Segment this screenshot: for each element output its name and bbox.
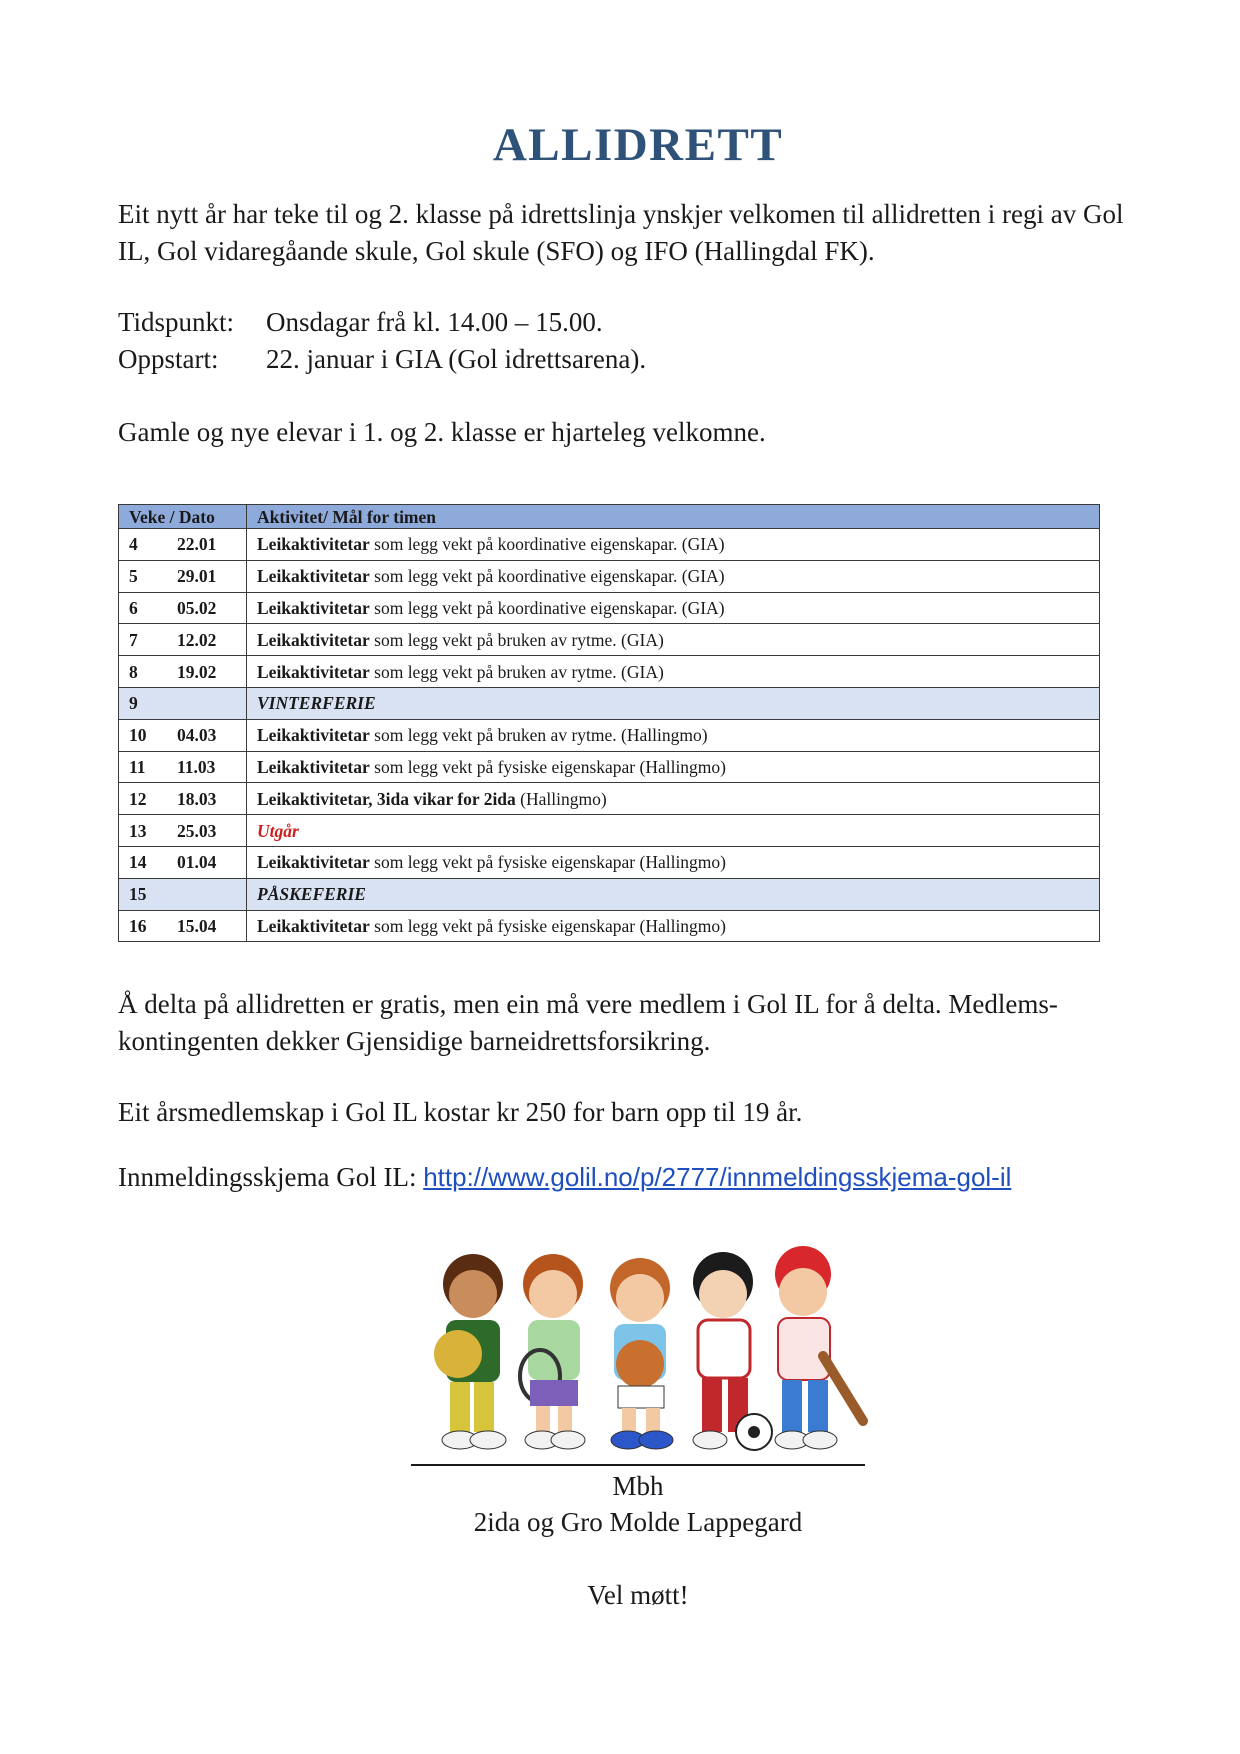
signature: 2ida og Gro Molde Lappegard [473, 1507, 803, 1537]
activity-cell [247, 560, 1100, 592]
children-sports-icon [418, 1236, 868, 1456]
table-row [119, 783, 1100, 815]
table-body [119, 529, 1100, 942]
signup-line [118, 1159, 1138, 1196]
activity-cell [247, 783, 1100, 815]
activity-cell [247, 687, 1100, 719]
week-number: 8 [129, 661, 138, 682]
activity-cell [247, 656, 1100, 688]
activity-cell [247, 878, 1100, 910]
activity-title: Leikaktivitetar [257, 725, 370, 746]
week-date-cell [119, 846, 247, 878]
week-number: 12 [129, 788, 147, 809]
signature-line [411, 1464, 865, 1466]
week-date-cell [119, 560, 247, 592]
date: 05.02 [177, 597, 217, 618]
table-row [119, 846, 1100, 878]
intro-paragraph: Eit nytt år har teke til og 2. klasse på idrettslinja ynskjer velkomen til allidretten i regi av Gol IL, Gol vidaregåande skule, Gol skule (SFO) og IFO (Hallingdal FK). [118, 199, 1124, 266]
table-row [119, 878, 1100, 910]
activity-title: Leikaktivitetar [257, 852, 370, 873]
activity-description: som legg vekt på fysiske eigenskapar (Hallingmo) [369, 756, 726, 777]
time-line [118, 304, 603, 341]
holiday-label: VINTERFERIE [257, 693, 376, 714]
table-row [119, 529, 1100, 561]
activity-title: Leikaktivitetar [257, 915, 370, 936]
table-row [119, 910, 1100, 942]
date: 15.04 [177, 915, 217, 936]
activity-cell [247, 592, 1100, 624]
table-row [119, 815, 1100, 847]
week-date-cell [119, 687, 247, 719]
date: 01.04 [177, 852, 217, 873]
week-number: 7 [129, 629, 138, 650]
table-row [119, 592, 1100, 624]
activity-description: som legg vekt på bruken av rytme. (Hallingmo) [369, 725, 708, 746]
time-label: Tidspunkt: [118, 307, 235, 337]
welcome-paragraph: Gamle og nye elevar i 1. og 2. klasse er hjarteleg velkomne. [118, 417, 766, 447]
activity-cell [247, 624, 1100, 656]
start-label: Oppstart: [118, 344, 219, 374]
schedule-table [118, 504, 1100, 942]
week-date-cell [119, 815, 247, 847]
week-date-cell [119, 624, 247, 656]
activity-title: Leikaktivitetar [257, 756, 370, 777]
sign-off: Mbh [612, 1471, 664, 1501]
week-date-cell [119, 878, 247, 910]
activity-description: som legg vekt på fysiske eigenskapar (Hallingmo) [369, 852, 726, 873]
week-number: 14 [129, 852, 147, 873]
week-number: 6 [129, 597, 138, 618]
week-date-cell [119, 529, 247, 561]
activity-description: som legg vekt på fysiske eigenskapar (Hallingmo) [369, 915, 726, 936]
table-row [119, 719, 1100, 751]
page-title: ALLIDRETT [492, 119, 784, 171]
activity-cell [247, 719, 1100, 751]
week-number: 4 [129, 534, 138, 555]
closing-greeting: Vel møtt! [587, 1580, 689, 1610]
signup-link[interactable]: http://www.golil.no/p/2777/innmeldingsskjema-gol-il [423, 1162, 1012, 1192]
date: 11.03 [177, 756, 216, 777]
week-date-cell [119, 656, 247, 688]
holiday-label: PÅSKEFERIE [257, 884, 366, 905]
table-header-row [119, 505, 1100, 529]
date: 29.01 [177, 566, 217, 587]
week-date-cell [119, 719, 247, 751]
week-number: 9 [129, 693, 138, 714]
signup-label: Innmeldingsskjema Gol IL: [118, 1162, 424, 1192]
week-date-cell [119, 783, 247, 815]
week-number: 11 [129, 756, 146, 777]
table-row [119, 751, 1100, 783]
header-activity: Aktivitet/ Mål for timen [247, 505, 1100, 529]
activity-title: Leikaktivitetar [257, 534, 370, 555]
activity-cell [247, 751, 1100, 783]
start-value: 22. januar i GIA (Gol idrettsarena). [266, 344, 647, 374]
activity-cell [247, 910, 1100, 942]
date: 22.01 [177, 534, 217, 555]
time-value: Onsdagar frå kl. 14.00 – 15.00. [266, 307, 603, 337]
cancelled-label: Utgår [257, 820, 299, 841]
week-date-cell [119, 751, 247, 783]
activity-cell [247, 815, 1100, 847]
activity-description: som legg vekt på bruken av rytme. (GIA) [369, 629, 664, 650]
week-number: 10 [129, 725, 147, 746]
date: 04.03 [177, 725, 217, 746]
activity-title: Leikaktivitetar [257, 597, 370, 618]
start-line [118, 341, 646, 378]
activity-description: som legg vekt på koordinative eigenskapar. (GIA) [369, 597, 725, 618]
activity-title: Leikaktivitetar [257, 629, 370, 650]
table-row [119, 687, 1100, 719]
week-date-cell [119, 910, 247, 942]
activity-description: som legg vekt på koordinative eigenskapar. (GIA) [369, 534, 725, 555]
activity-description: som legg vekt på bruken av rytme. (GIA) [369, 661, 664, 682]
activity-description: som legg vekt på koordinative eigenskapar. (GIA) [369, 566, 725, 587]
activity-cell [247, 529, 1100, 561]
date: 18.03 [177, 788, 217, 809]
week-number: 16 [129, 915, 147, 936]
table-row [119, 624, 1100, 656]
header-week-date: Veke / Dato [119, 505, 247, 529]
week-number: 13 [129, 820, 147, 841]
date: 25.03 [177, 820, 217, 841]
activity-description: (Hallingmo) [515, 788, 607, 809]
date: 12.02 [177, 629, 217, 650]
activity-title: Leikaktivitetar [257, 566, 370, 587]
activity-title: Leikaktivitetar, 3ida vikar for 2ida [257, 788, 516, 809]
week-number: 15 [129, 884, 147, 905]
membership-paragraph: Å delta på allidretten er gratis, men ein må vere medlem i Gol IL for å delta. Medlems-kontingenten dekker Gjensidige barneidrettsforsikring. [118, 989, 1058, 1056]
activity-title: Leikaktivitetar [257, 661, 370, 682]
table-row [119, 656, 1100, 688]
price-paragraph: Eit årsmedlemskap i Gol IL kostar kr 250 for barn opp til 19 år. [118, 1097, 803, 1127]
date: 19.02 [177, 661, 217, 682]
week-date-cell [119, 592, 247, 624]
table-row [119, 560, 1100, 592]
activity-cell [247, 846, 1100, 878]
week-number: 5 [129, 566, 138, 587]
